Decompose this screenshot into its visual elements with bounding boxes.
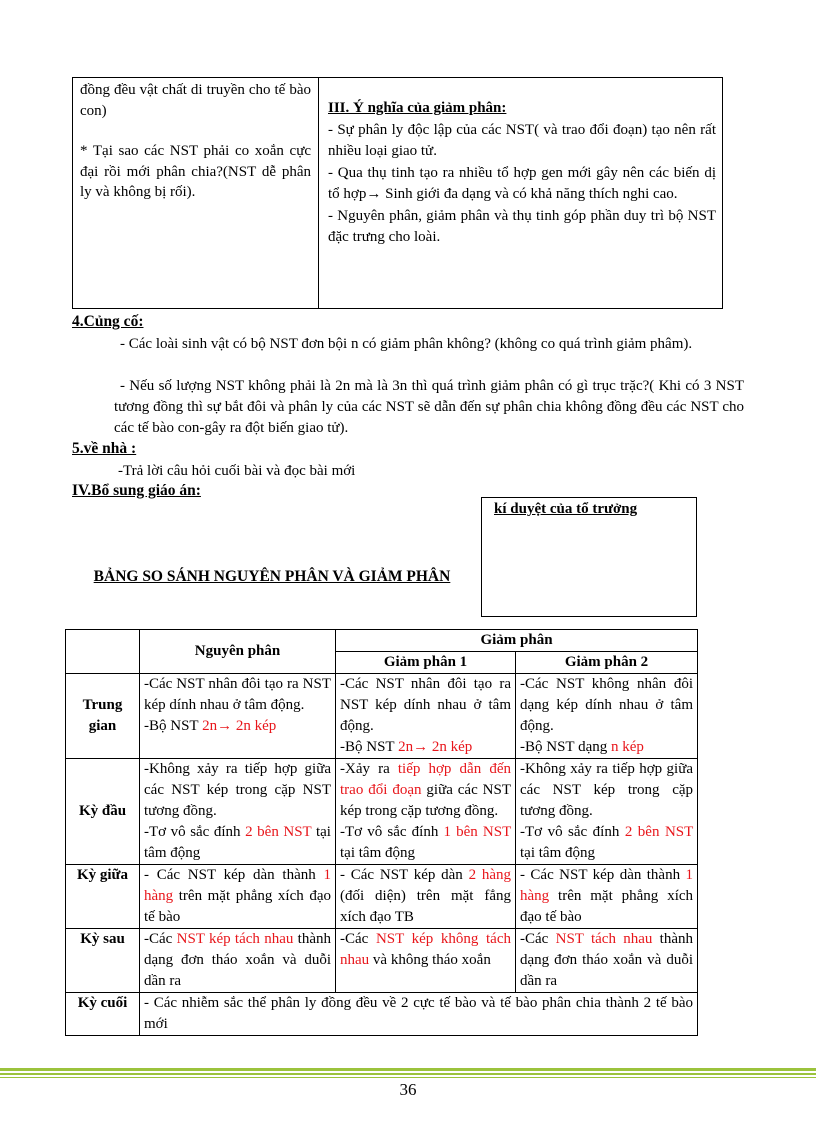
row-label-interphase: Trung gian [66,674,140,759]
approval-label: kí duyệt của tổ trưởng [494,501,638,517]
footer-rule-1 [0,1068,816,1071]
top-box-left-column [73,78,319,308]
comparison-title: BẢNG SO SÁNH NGUYÊN PHÂN VÀ GIẢM PHÂN [93,568,451,585]
section-4-paragraph-1: - Các loài sinh vật có bộ NST đơn bội n có giảm phân không? (không co quá trình giảm phâm). [120,336,693,352]
left-line-1: đồng đều vật chất di truyền cho tế bào con) [80,82,311,119]
section-5-paragraph: -Trả lời câu hỏi cuối bài và đọc bài mới [118,463,356,479]
footer-rule-2 [0,1073,816,1075]
table-row-prophase [66,759,698,865]
table-header-row [66,630,698,652]
cell-anaphase-meiosis-2: -Các NST tách nhau thành dạng đơn tháo xoắn và duỗi dần ra [516,929,698,993]
left-line-2: * Tại sao các NST phải co xoắn cực đại rồi mới phân chia?(NST dễ phân ly và không bị rối). [80,143,311,200]
section-5-title: 5.về nhà : [72,440,137,457]
section-4-title: 4.Củng cố: [72,313,144,330]
table-row-metaphase [66,865,698,929]
cell-telophase-all: - Các nhiễm sắc thể phân ly đồng đều về 2 cực tế bào và tế bào phân chia thành 2 tế bào mới [140,993,698,1036]
header-meiosis: Giảm phân [336,630,698,652]
header-meiosis-2: Giảm phân 2 [516,652,698,674]
significance-item-2: - Qua thụ tinh tạo ra nhiều tổ hợp gen mới gây nên các biến dị tổ hợp→ Sinh giới đa dạng và có khả năng thích nghi cao. [328,164,716,202]
cell-prophase-mitosis: -Không xảy ra tiếp hợp giữa các NST kép trong cặp NST tương đồng. -Tơ vô sắc đính 2 bên NST tại tâm động [140,759,336,865]
row-label-anaphase: Kỳ sau [66,929,140,993]
cell-interphase-meiosis-1: -Các NST nhân đôi tạo ra NST kép dính nhau ở tâm động. -Bộ NST 2n→ 2n kép [336,674,516,759]
table-row-telophase [66,993,698,1036]
top-box [72,77,723,309]
page-number: 36 [399,1080,417,1099]
corner-cell [66,630,140,674]
row-label-prophase: Kỳ đầu [66,759,140,865]
header-meiosis-1: Giảm phân 1 [336,652,516,674]
comparison-table [65,629,698,1036]
top-box-right-column [319,78,722,308]
cell-metaphase-mitosis: - Các NST kép dàn thành 1 hàng trên mặt phẳng xích đạo tế bào [140,865,336,929]
cell-metaphase-meiosis-1: - Các NST kép dàn 2 hàng (đối diện) trên mặt fẳng xích đạo TB [336,865,516,929]
cell-anaphase-mitosis: -Các NST kép tách nhau thành dạng đơn tháo xoắn và duỗi dần ra [140,929,336,993]
row-label-metaphase: Kỳ giữa [66,865,140,929]
header-mitosis: Nguyên phân [140,630,336,674]
significance-item-3: - Nguyên phân, giảm phân và thụ tinh góp phần duy trì bộ NST đặc trưng cho loài. [328,207,716,245]
table-row-anaphase [66,929,698,993]
row-label-telophase: Kỳ cuối [66,993,140,1036]
arrow-icon: → [366,186,382,202]
cell-metaphase-meiosis-2: - Các NST kép dàn thành 1 hàng trên mặt phẳng xích đạo tế bào [516,865,698,929]
significance-item-1: - Sự phân ly độc lập của các NST( và trao đổi đoạn) tạo nên rất nhiều loại giao tử. [328,121,716,159]
cell-prophase-meiosis-1: -Xảy ra tiếp hợp dẫn đến trao đổi đoạn giữa các NST kép trong cặp tương đồng. -Tơ vô sắc đính 1 bên NST tại tâm động [336,759,516,865]
meiosis-significance-heading: III. Ý nghĩa của giảm phân: [328,100,507,116]
cell-prophase-meiosis-2: -Không xảy ra tiếp hợp giữa các NST kép trong cặp tương đồng. -Tơ vô sắc đính 2 bên NST tại tâm động [516,759,698,865]
cell-interphase-mitosis: -Các NST nhân đôi tạo ra NST kép dính nhau ở tâm động. -Bộ NST 2n→ 2n kép [140,674,336,759]
table-row-interphase [66,674,698,759]
approval-box [481,497,697,617]
section-4-paragraph-2: - Nếu số lượng NST không phải là 2n mà là 3n thì quá trình giảm phân có gì trục trặc?( Khi có 3 NST tương đồng thì sự bắt đôi và phân ly của các NST sẽ dẫn đến sự phân chia không đồng đều các NST cho các tế bào con-gây ra đột biến giao tử). [114,378,744,436]
footer-rule-3 [0,1077,816,1078]
cell-interphase-meiosis-2: -Các NST không nhân đôi dạng kép dính nhau ở tâm động. -Bộ NST dạng n kép [516,674,698,759]
section-iv-title: IV.Bổ sung giáo án: [72,482,201,499]
cell-anaphase-meiosis-1: -Các NST kép không tách nhau và không tháo xoắn [336,929,516,993]
